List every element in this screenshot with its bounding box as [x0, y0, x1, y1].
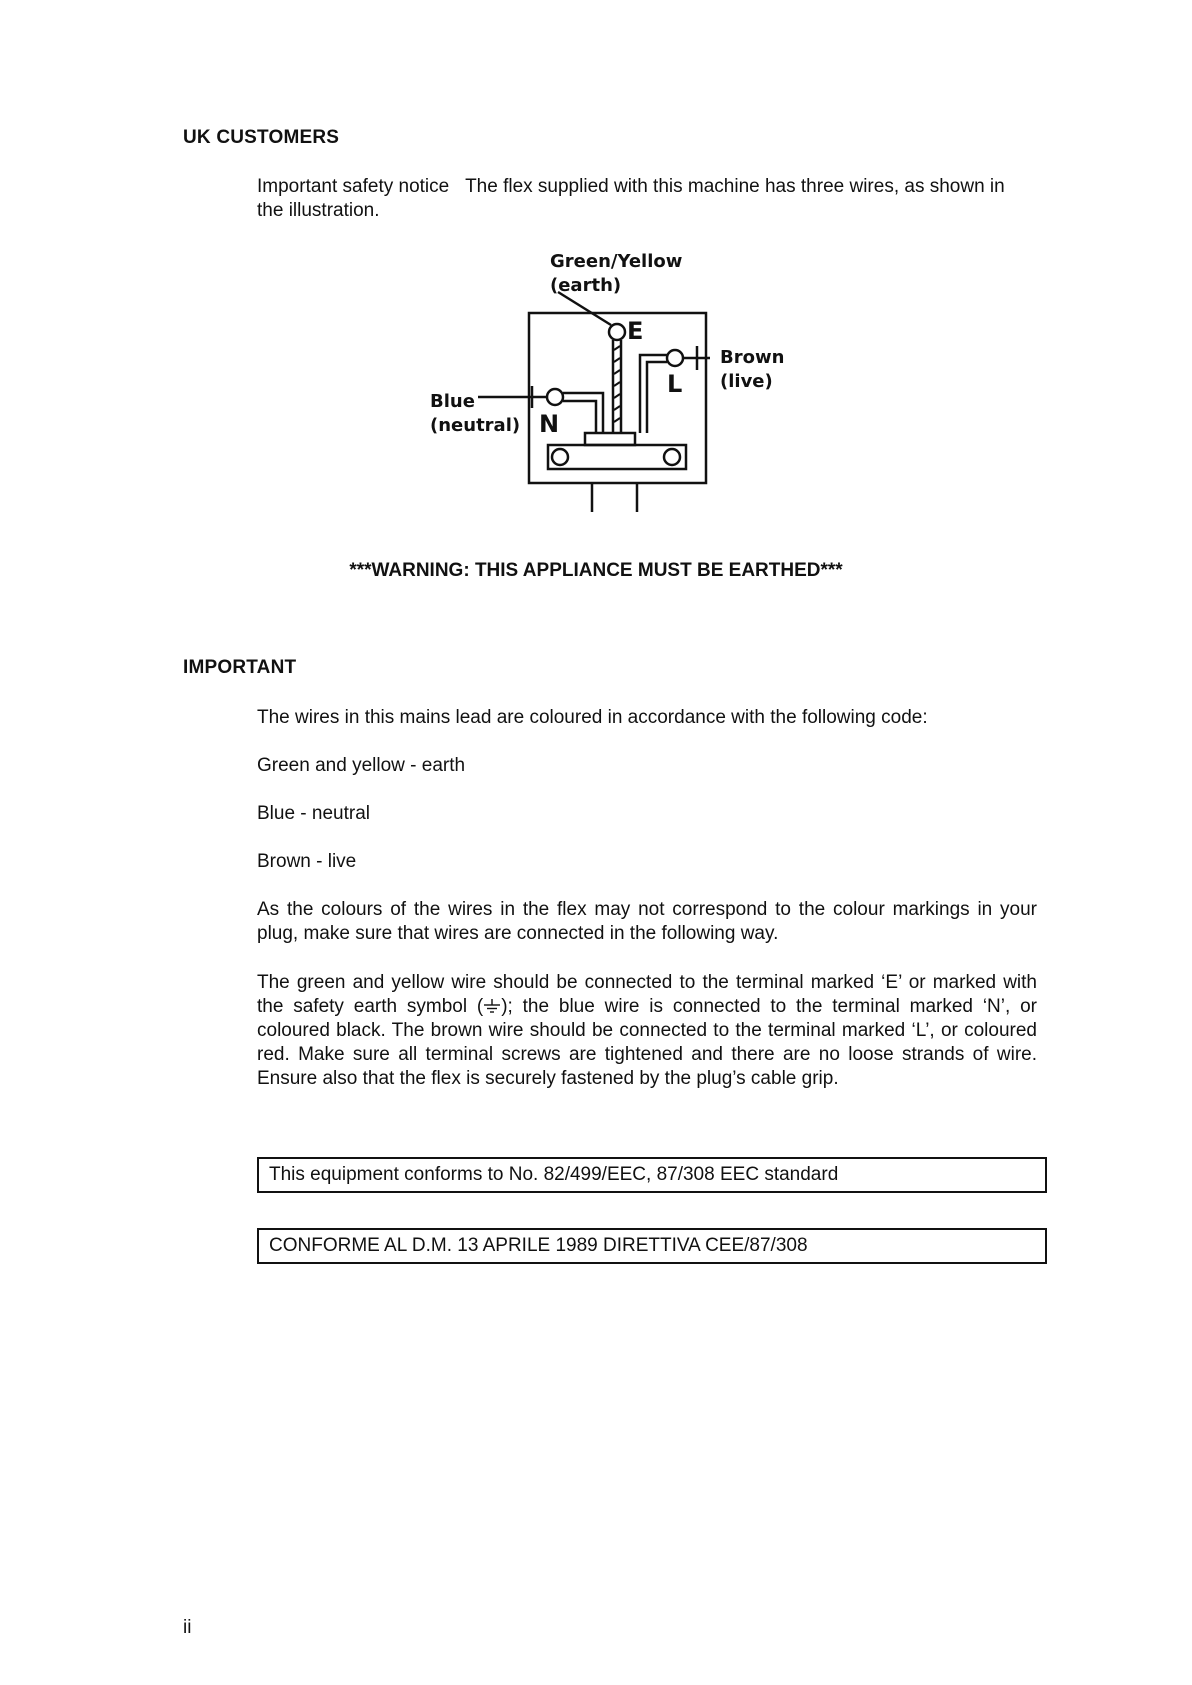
neutral-label-line2: (neutral) — [430, 415, 521, 436]
live-label-line1: Brown — [720, 347, 785, 368]
safety-notice — [257, 175, 1037, 223]
colour-code-neutral: Blue - neutral — [257, 803, 371, 824]
colour-code-earth: Green and yellow - earth — [257, 755, 466, 776]
safety-notice-label: Important safety notice — [257, 176, 450, 197]
safety-earth-symbol-icon — [483, 996, 501, 1010]
earthing-warning: ***WARNING: THIS APPLIANCE MUST BE EARTHED*** — [349, 560, 843, 581]
neutral-wire-inner — [563, 401, 596, 433]
live-wire-outer — [640, 355, 667, 433]
live-wire-label — [720, 346, 784, 394]
safety-notice-text: The flex supplied with this machine has three wires, as shown in — [465, 176, 1005, 197]
safety-notice-text-cont: the illustration. — [257, 200, 380, 221]
page-number: ii — [183, 1617, 192, 1638]
colour-code-live: Brown - live — [257, 851, 357, 872]
terminal-l-label: L — [667, 370, 683, 398]
earth-wire-label — [550, 250, 682, 298]
plug-wiring-diagram — [420, 250, 800, 520]
wiring-instructions-part1: The green and yellow wire should be connected to the terminal marked ‘E’ or marked with the safety earth symbol ( — [257, 972, 1037, 1017]
live-wire-inner — [647, 362, 667, 433]
terminal-e-screw — [609, 324, 625, 340]
live-label-line2: (live) — [720, 371, 773, 392]
earth-label-line1: Green/Yellow — [550, 251, 683, 272]
terminal-e-label: E — [627, 317, 644, 345]
neutral-wire-label — [430, 390, 520, 438]
colours-note: As the colours of the wires in the flex may not correspond to the colour markings in your plug, make sure that wires are connected in the following way. — [257, 899, 1037, 944]
wiring-instructions-part2: ); the blue wire is connected to the terminal marked ‘N’, or coloured black. The brown wire should be connected to the terminal marked ‘L’, or coloured red. Make sure all terminal screws are tightened and there are no loose strands of wire. Ensure also that the flex is securely fastened by the plug’s cable grip. — [257, 996, 1037, 1089]
terminal-n-label: N — [539, 410, 560, 438]
terminal-n-screw — [547, 389, 563, 405]
eec-conformity-box: This equipment conforms to No. 82/499/EEC, 87/308 EEC standard — [257, 1157, 1047, 1193]
uk-customers-heading: UK CUSTOMERS — [183, 127, 340, 148]
grip-screw-right — [664, 449, 680, 465]
neutral-label-line1: Blue — [430, 391, 475, 412]
italian-conformity-box: CONFORME AL D.M. 13 APRILE 1989 DIRETTIVA CEE/87/308 — [257, 1228, 1047, 1264]
terminal-l-screw — [667, 350, 683, 366]
important-heading: IMPORTANT — [183, 657, 297, 678]
colour-code-intro: The wires in this mains lead are coloured in accordance with the following code: — [257, 707, 928, 728]
earth-label-line2: (earth) — [550, 275, 622, 296]
wiring-instructions — [257, 971, 1037, 1091]
cord-grip-clamp — [585, 433, 635, 445]
grip-screw-left — [552, 449, 568, 465]
